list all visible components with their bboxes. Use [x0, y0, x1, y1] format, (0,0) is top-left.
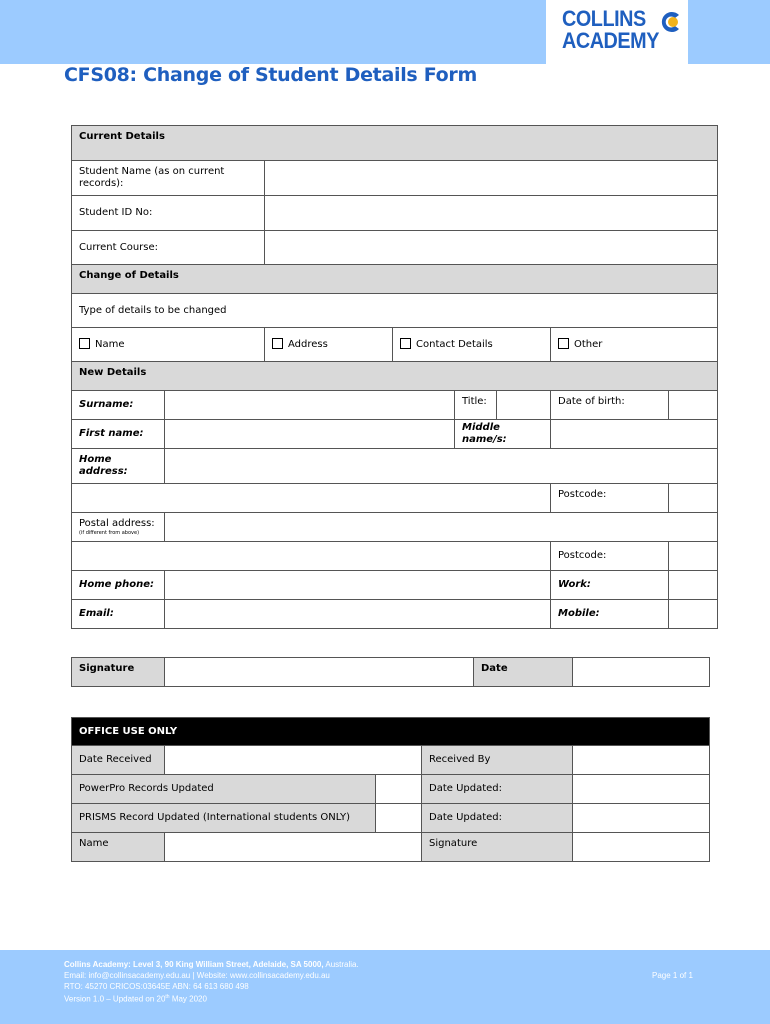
- footer-version: Version 1.0 – Updated on 20th May 2020: [64, 994, 207, 1004]
- logo-line-1: COLLINS: [562, 6, 646, 31]
- postcode-label: Postcode:: [551, 484, 669, 513]
- form-title: CFS08: Change of Student Details Form: [64, 64, 477, 86]
- checkbox-icon[interactable]: [79, 338, 90, 349]
- signature-label: Signature: [72, 658, 165, 687]
- date-label: Date: [474, 658, 573, 687]
- email-label: Email:: [72, 600, 165, 629]
- office-signature-label: Signature: [422, 833, 573, 862]
- student-id-label: Student ID No:: [72, 196, 265, 231]
- date-field[interactable]: [573, 658, 710, 687]
- home-phone-field[interactable]: [165, 571, 551, 600]
- office-use-table: [71, 717, 710, 862]
- received-by-label: Received By: [422, 746, 573, 775]
- current-course-field[interactable]: [265, 231, 718, 265]
- checkbox-icon[interactable]: [558, 338, 569, 349]
- title-field[interactable]: [497, 391, 551, 420]
- current-details-heading: Current Details: [72, 126, 718, 161]
- student-id-field[interactable]: [265, 196, 718, 231]
- footer: [0, 950, 770, 1024]
- signature-table: [71, 657, 710, 687]
- prisms-field[interactable]: [376, 804, 422, 833]
- mobile-label: Mobile:: [551, 600, 669, 629]
- checkbox-icon[interactable]: [400, 338, 411, 349]
- postal-address-line-2-field[interactable]: [72, 542, 551, 571]
- home-phone-label: Home phone:: [72, 571, 165, 600]
- collins-academy-logo-mark-icon: [659, 10, 683, 34]
- title-label: Title:: [455, 391, 497, 420]
- option-name[interactable]: Name: [72, 328, 265, 362]
- first-name-field[interactable]: [165, 420, 455, 449]
- surname-label: Surname:: [72, 391, 165, 420]
- email-field[interactable]: [165, 600, 551, 629]
- date-updated-2-label: Date Updated:: [422, 804, 573, 833]
- logo-wordmark: [562, 8, 659, 52]
- work-label: Work:: [551, 571, 669, 600]
- checkbox-icon[interactable]: [272, 338, 283, 349]
- logo-line-2: ACADEMY: [562, 28, 659, 53]
- prisms-label: PRISMS Record Updated (International students ONLY): [72, 804, 376, 833]
- office-use-heading: OFFICE USE ONLY: [72, 718, 710, 746]
- footer-contact: Email: info@collinsacademy.edu.au | Website: www.collinsacademy.edu.au: [64, 971, 330, 980]
- postcode-field[interactable]: [669, 484, 718, 513]
- postal-address-label: Postal address: (if different from above): [72, 513, 165, 542]
- postal-postcode-field[interactable]: [669, 542, 718, 571]
- received-by-field[interactable]: [573, 746, 710, 775]
- student-name-field[interactable]: [265, 161, 718, 196]
- new-details-heading: New Details: [72, 362, 718, 391]
- work-field[interactable]: [669, 571, 718, 600]
- footer-rto: RTO: 45270 CRICOS:03645E ABN: 64 613 680 498: [64, 982, 249, 991]
- date-updated-1-label: Date Updated:: [422, 775, 573, 804]
- first-name-label: First name:: [72, 420, 165, 449]
- dob-label: Date of birth:: [551, 391, 669, 420]
- current-course-label: Current Course:: [72, 231, 265, 265]
- postal-address-field[interactable]: [165, 513, 718, 542]
- date-received-label: Date Received: [72, 746, 165, 775]
- footer-info: [64, 959, 359, 1005]
- option-address[interactable]: Address: [265, 328, 393, 362]
- powerpro-field[interactable]: [376, 775, 422, 804]
- date-updated-2-field[interactable]: [573, 804, 710, 833]
- office-name-label: Name: [72, 833, 165, 862]
- collins-academy-logo: [546, 0, 688, 64]
- dob-field[interactable]: [669, 391, 718, 420]
- powerpro-label: PowerPro Records Updated: [72, 775, 376, 804]
- home-address-field[interactable]: [165, 449, 718, 484]
- postal-postcode-label: Postcode:: [551, 542, 669, 571]
- signature-field[interactable]: [165, 658, 474, 687]
- office-name-field[interactable]: [165, 833, 422, 862]
- postal-address-note: (if different from above): [79, 529, 140, 536]
- student-details-table: [71, 125, 718, 629]
- middle-name-label: Middle name/s:: [455, 420, 551, 449]
- home-address-line-2-field[interactable]: [72, 484, 551, 513]
- surname-field[interactable]: [165, 391, 455, 420]
- type-of-details-label: Type of details to be changed: [72, 294, 718, 328]
- student-name-label: Student Name (as on current records):: [72, 161, 265, 196]
- mobile-field[interactable]: [669, 600, 718, 629]
- date-received-field[interactable]: [165, 746, 422, 775]
- page-number: Page 1 of 1: [652, 971, 693, 980]
- option-other[interactable]: Other: [551, 328, 718, 362]
- footer-address: Collins Academy: Level 3, 90 King William Street, Adelaide, SA 5000, Australia.: [64, 960, 359, 969]
- change-details-heading: Change of Details: [72, 265, 718, 294]
- home-address-label: Home address:: [72, 449, 165, 484]
- middle-name-field[interactable]: [551, 420, 718, 449]
- office-signature-field[interactable]: [573, 833, 710, 862]
- option-contact-details[interactable]: Contact Details: [393, 328, 551, 362]
- date-updated-1-field[interactable]: [573, 775, 710, 804]
